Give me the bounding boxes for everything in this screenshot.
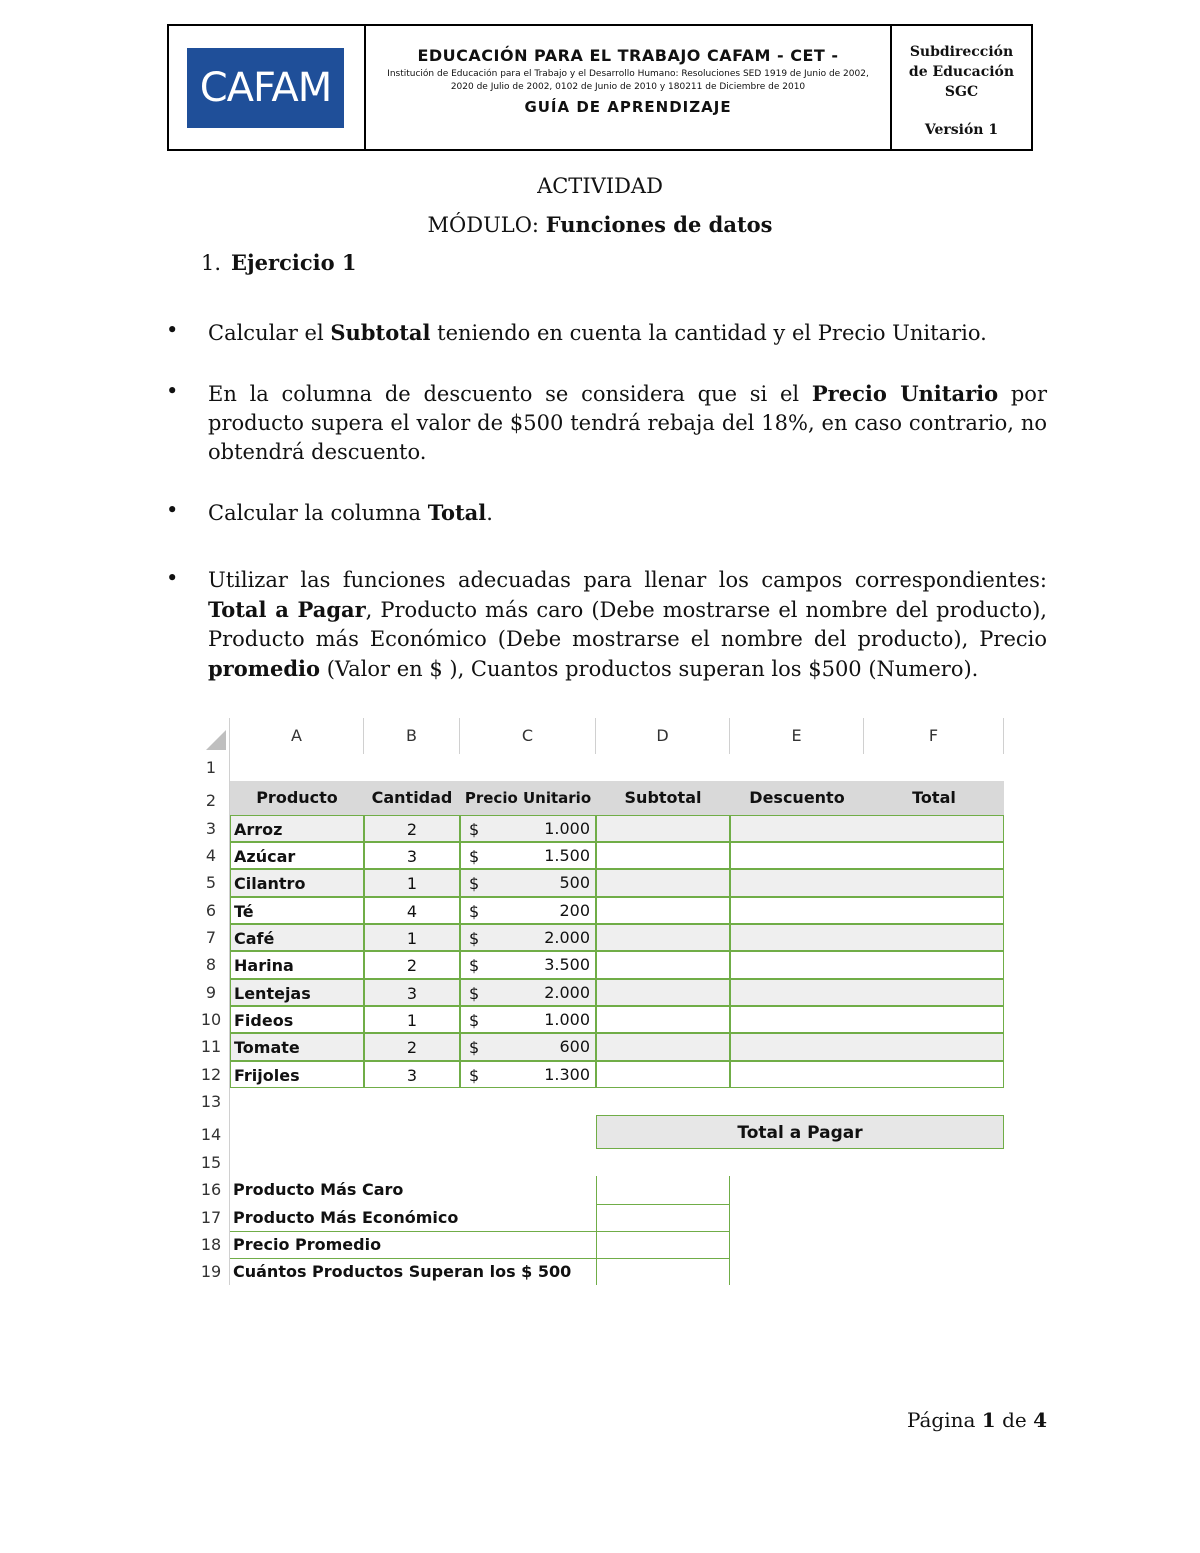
summary-label: Producto Más Económico (233, 1208, 459, 1227)
subtotal-cell (596, 1006, 730, 1033)
bullet-text: (Valor en $ ), Cuantos productos superan los $500 (Numero). (320, 657, 979, 681)
subtotal-cell (596, 842, 730, 869)
subtotal-cell (596, 924, 730, 951)
descuento-total-cell (730, 842, 1004, 869)
bullet-item-subtotal (208, 318, 1047, 348)
column-header: C (460, 718, 596, 754)
header-subtitle: Institución de Educación para el Trabajo y el Desarrollo Humano: Resoluciones SED 1919 de Junio de 2002, 2020 de Julio de 2002, 0102 de Junio de 2010 y 180211 de Diciembre de 2010 (387, 69, 869, 92)
row-header: 4 (205, 846, 217, 865)
column-header: F (864, 718, 1004, 754)
cafam-logo: CAFAM (187, 48, 344, 128)
column-header: B (364, 718, 460, 754)
currency-cell: $ (460, 815, 596, 842)
bullet-icon: • (166, 498, 179, 522)
bullet-text: . (486, 501, 493, 525)
footer-text: de (995, 1408, 1034, 1432)
module-name: Funciones de datos (545, 212, 773, 237)
footer-page-number: 1 (981, 1408, 996, 1432)
row-header: 14 (200, 1125, 222, 1144)
footer-text: Página (906, 1408, 982, 1432)
page-footer (907, 1408, 1047, 1432)
product-cell: Té (230, 897, 364, 924)
header-subdireccion: Subdirección (909, 44, 1014, 60)
currency-cell: $ (460, 924, 596, 951)
header-version: Versión 1 (924, 122, 999, 138)
bullet-bold: Total a Pagar (208, 597, 366, 622)
descuento-total-cell (730, 924, 1004, 951)
header-info-cell (892, 26, 1031, 149)
row-header: 17 (200, 1208, 222, 1227)
row-header: 16 (200, 1180, 222, 1199)
bullet-icon: • (166, 318, 179, 342)
column-header: E (730, 718, 864, 754)
price-value: 1.300 (544, 1065, 590, 1084)
bullet-bold: Subtotal (330, 320, 431, 345)
row-header: 5 (205, 873, 217, 892)
subtotal-cell (596, 951, 730, 979)
quantity-cell: 2 (364, 951, 460, 979)
bullet-text: Utilizar las funciones adecuadas para llenar los campos correspondientes: (208, 568, 1047, 592)
subtotal-cell (596, 1033, 730, 1061)
module-prefix: MÓDULO: (427, 213, 546, 237)
summary-row-divider (230, 1231, 730, 1232)
row-header: 6 (205, 901, 217, 920)
descuento-total-cell (730, 979, 1004, 1006)
product-cell: Cilantro (230, 869, 364, 897)
bullet-text: teniendo en cuenta la cantidad y el Precio Unitario. (430, 321, 987, 345)
product-cell: Arroz (230, 815, 364, 842)
bullet-text: Calcular el (208, 321, 331, 345)
price-value: 3.500 (544, 955, 590, 974)
row-header: 13 (200, 1092, 222, 1111)
select-all-icon (192, 718, 230, 754)
currency-cell: $ (460, 1061, 596, 1088)
product-cell: Fideos (230, 1006, 364, 1033)
sheet-corner (192, 718, 230, 754)
quantity-cell: 1 (364, 1006, 460, 1033)
table-header-cell: Producto (230, 781, 364, 815)
header-title-cell (366, 26, 892, 149)
product-cell: Harina (230, 951, 364, 979)
bullet-bold: promedio (208, 656, 321, 681)
table-header-cell: Total (864, 781, 1004, 815)
bullet-bold: Precio Unitario (811, 381, 999, 406)
row-header: 2 (205, 791, 217, 810)
row-header: 18 (200, 1235, 222, 1254)
exercise-heading (201, 250, 357, 275)
price-value: 1.500 (544, 846, 590, 865)
subtotal-cell (596, 869, 730, 897)
module-title (0, 212, 1200, 237)
currency-cell: $ (460, 979, 596, 1006)
bullet-text: , Producto más caro (Debe mostrarse el nombre del producto), Producto más Económico (Debe mostrarse el nombre del producto), Precio (208, 598, 1047, 651)
price-value: 2.000 (544, 983, 590, 1002)
product-cell: Café (230, 924, 364, 951)
price-value: 1.000 (544, 819, 590, 838)
currency-cell: $ (460, 1033, 596, 1061)
table-header-cell: Subtotal (596, 781, 730, 815)
descuento-total-cell (730, 815, 1004, 842)
row-header: 8 (205, 955, 217, 974)
quantity-cell: 2 (364, 1033, 460, 1061)
bullet-bold: Total (427, 500, 487, 525)
quantity-cell: 1 (364, 924, 460, 951)
row-header: 3 (205, 819, 217, 838)
descuento-total-cell (730, 1033, 1004, 1061)
product-cell: Frijoles (230, 1061, 364, 1088)
price-value: 500 (559, 873, 590, 892)
summary-label: Producto Más Caro (233, 1180, 404, 1199)
currency-cell: $ (460, 897, 596, 924)
bullet-text: por producto supera el valor de $500 tendrá rebaja del 18%, en caso contrario, no obtendrá descuento. (208, 382, 1047, 464)
row-header: 15 (200, 1153, 222, 1172)
descuento-total-cell (730, 897, 1004, 924)
table-header-cell: Cantidad (364, 781, 460, 815)
column-header: D (596, 718, 730, 754)
descuento-total-cell (730, 1061, 1004, 1088)
subtotal-cell (596, 897, 730, 924)
currency-cell: $ (460, 951, 596, 979)
row-header: 11 (200, 1037, 222, 1056)
subtotal-cell (596, 1061, 730, 1088)
bullet-text: En la columna de descuento se considera que si el (208, 382, 812, 406)
column-header: A (230, 718, 364, 754)
table-header-cell: Descuento (730, 781, 864, 815)
summary-label: Precio Promedio (233, 1235, 382, 1254)
bullet-item-funciones (208, 566, 1047, 684)
logo-cell (169, 26, 366, 149)
product-cell: Azúcar (230, 842, 364, 869)
document-header (167, 24, 1033, 151)
product-cell: Lentejas (230, 979, 364, 1006)
quantity-cell: 4 (364, 897, 460, 924)
bullet-icon: • (166, 379, 179, 403)
header-guide-title: GUÍA DE APRENDIZAJE (524, 98, 732, 116)
summary-row-divider (230, 1258, 730, 1259)
price-value: 200 (559, 901, 590, 920)
header-educacion: de Educación (908, 64, 1015, 80)
currency-cell: $ (460, 842, 596, 869)
descuento-total-cell (730, 1006, 1004, 1033)
quantity-cell: 1 (364, 869, 460, 897)
descuento-total-cell (730, 951, 1004, 979)
activity-title: ACTIVIDAD (537, 174, 663, 198)
quantity-cell: 3 (364, 842, 460, 869)
product-cell: Tomate (230, 1033, 364, 1061)
row-header: 1 (205, 758, 217, 777)
subtotal-cell (596, 979, 730, 1006)
header-sgc: SGC (944, 84, 979, 100)
row-header: 9 (205, 983, 217, 1002)
price-value: 600 (559, 1037, 590, 1056)
footer-page-total: 4 (1033, 1408, 1047, 1432)
bullet-item-total (208, 498, 1047, 528)
bullet-item-descuento (208, 379, 1047, 467)
subtotal-cell (596, 815, 730, 842)
row-header: 12 (200, 1065, 222, 1084)
quantity-cell: 3 (364, 979, 460, 1006)
currency-cell: $ (460, 1006, 596, 1033)
bullet-icon: • (166, 566, 179, 590)
row-header: 10 (200, 1010, 222, 1029)
price-value: 2.000 (544, 928, 590, 947)
quantity-cell: 3 (364, 1061, 460, 1088)
bullet-text: Calcular la columna (208, 501, 428, 525)
row-header: 7 (205, 928, 217, 947)
currency-cell: $ (460, 869, 596, 897)
exercise-title: Ejercicio 1 (231, 250, 357, 275)
descuento-total-cell (730, 869, 1004, 897)
row-header: 19 (200, 1262, 222, 1281)
price-value: 1.000 (544, 1010, 590, 1029)
summary-label: Cuántos Productos Superan los $ 500 (233, 1262, 572, 1281)
total-a-pagar-cell: Total a Pagar (596, 1115, 1004, 1149)
header-title: EDUCACIÓN PARA EL TRABAJO CAFAM - CET - (417, 46, 839, 65)
summary-row-divider (596, 1204, 730, 1205)
exercise-number: 1. (201, 251, 222, 275)
table-header-cell: Precio Unitario (460, 781, 596, 815)
quantity-cell: 2 (364, 815, 460, 842)
